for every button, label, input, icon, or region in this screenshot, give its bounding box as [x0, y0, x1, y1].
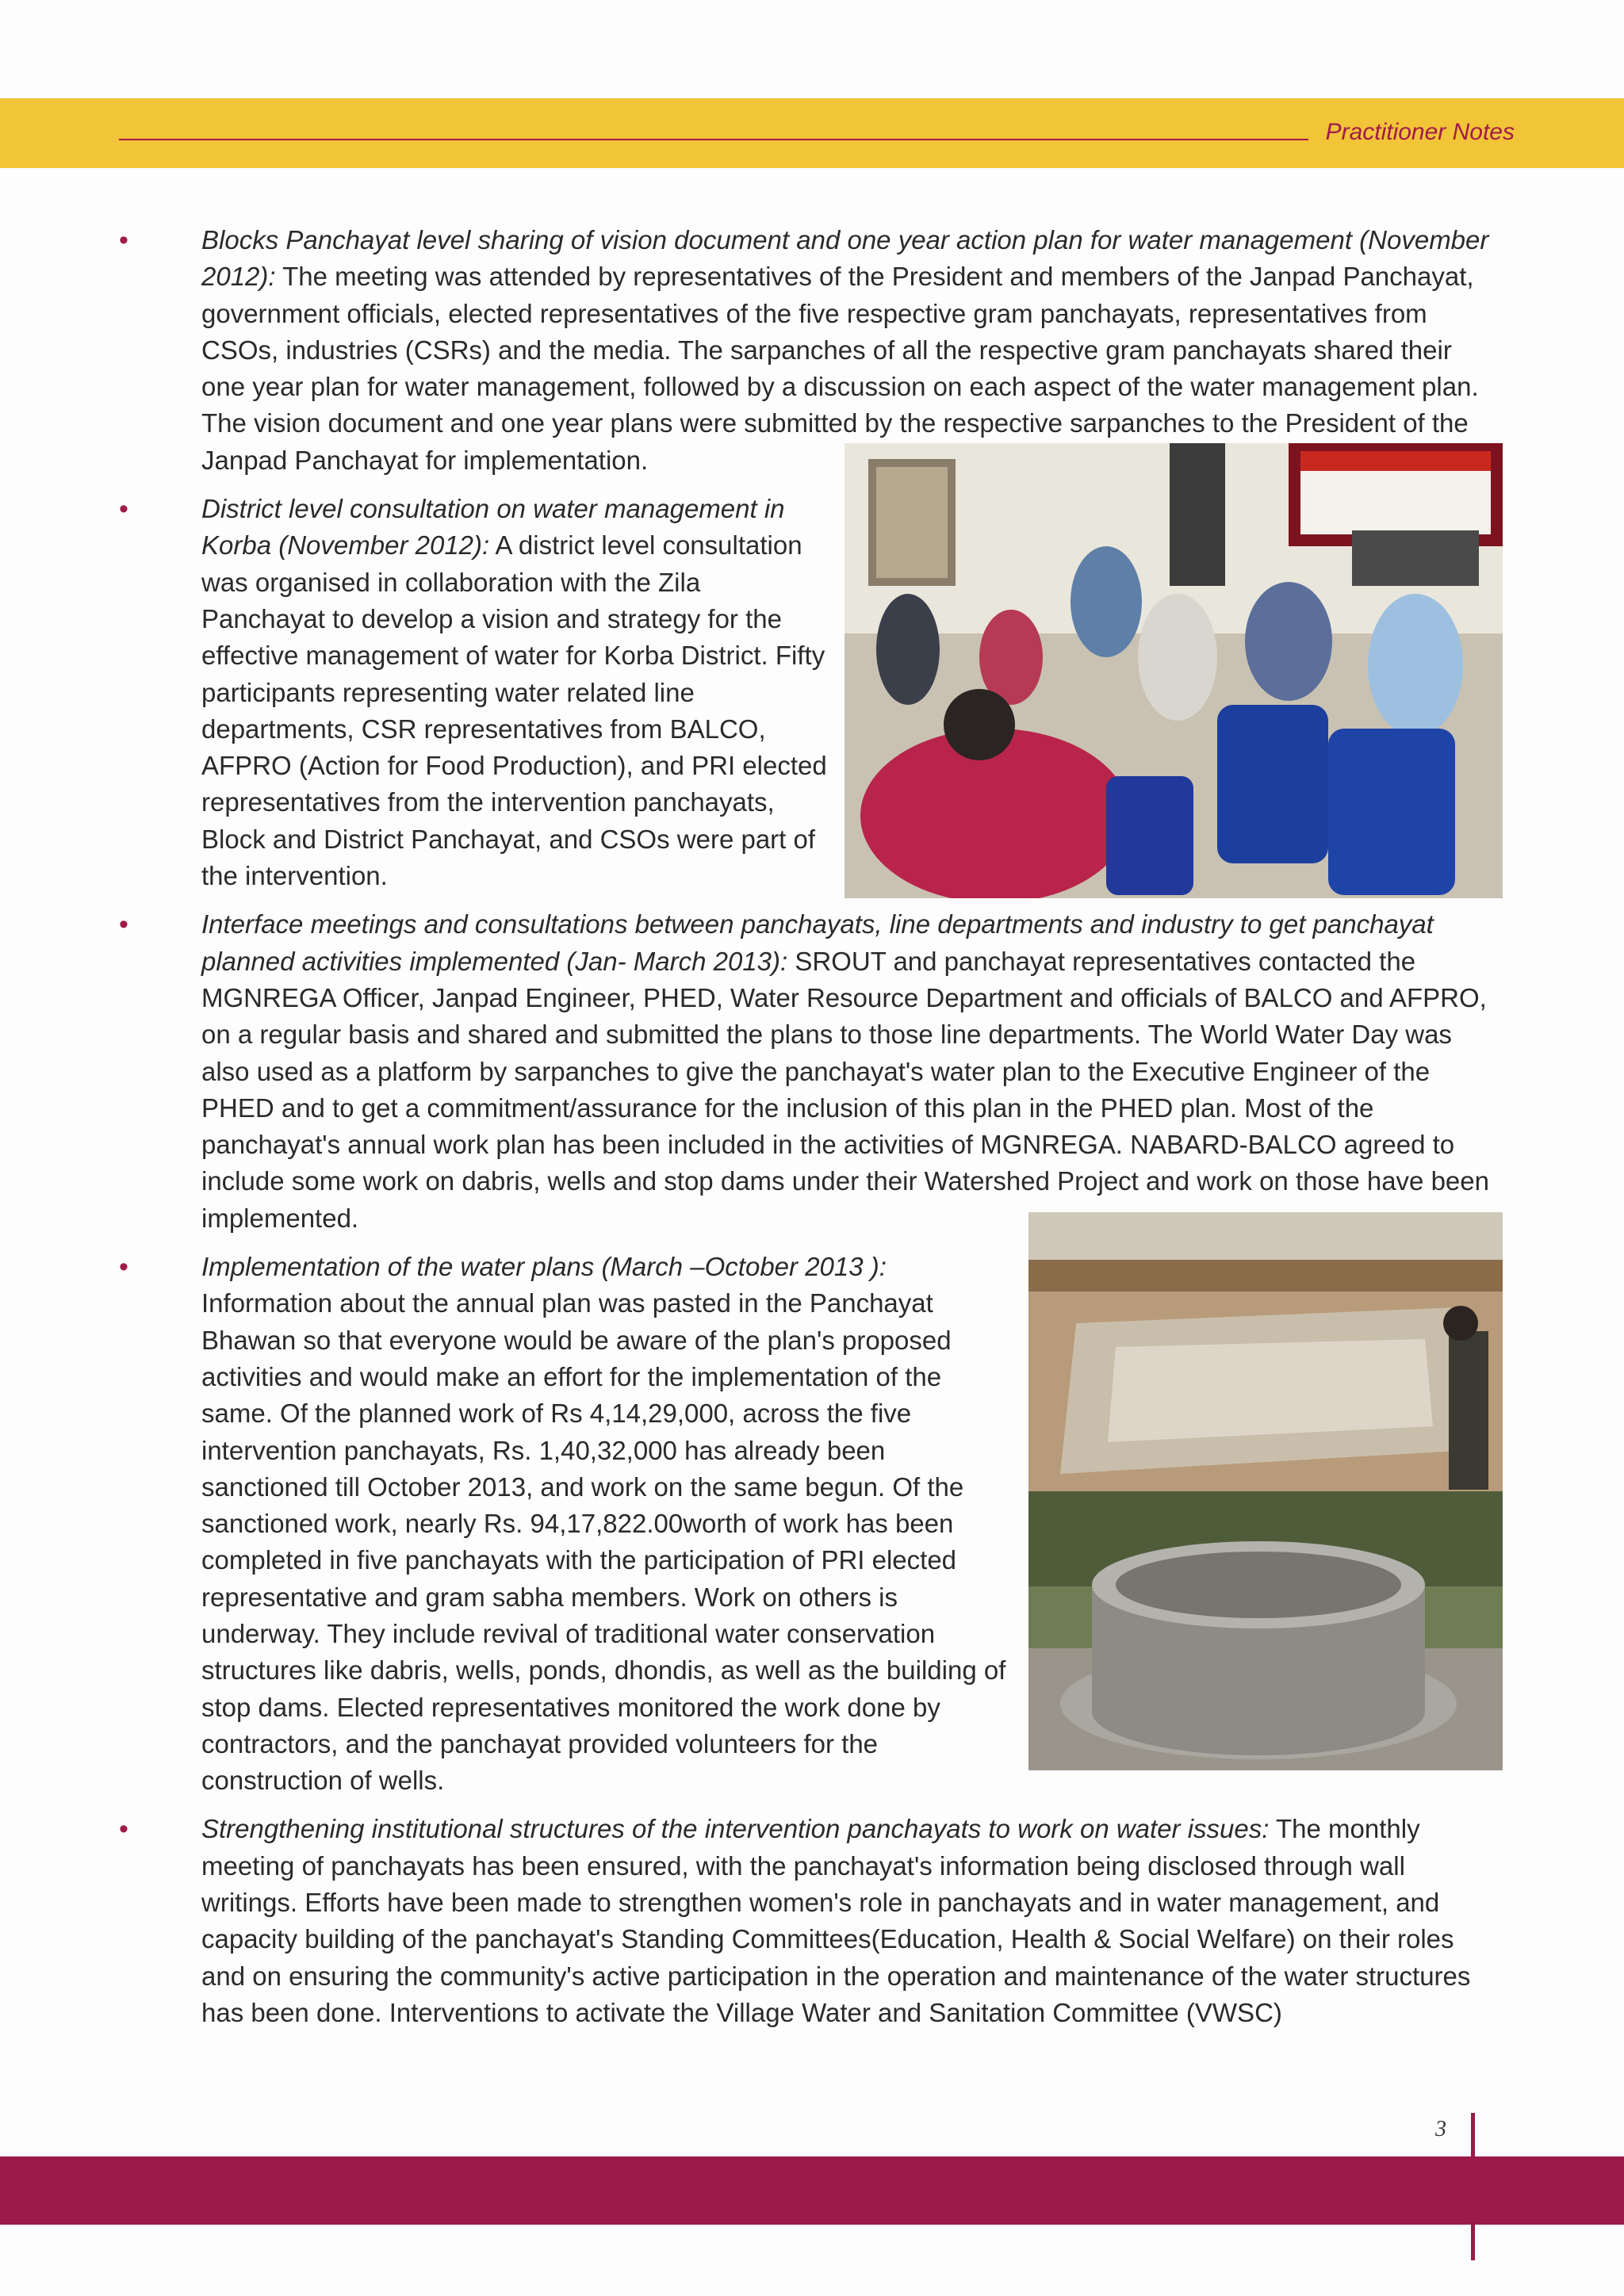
bullet-marker: • — [119, 1252, 128, 1283]
bullet-marker: • — [119, 225, 128, 255]
bullet-marker: • — [119, 494, 128, 525]
bullet-marker: • — [119, 909, 128, 940]
meeting-photo — [845, 443, 1503, 898]
page-number: 3 — [1435, 2117, 1446, 2141]
bullet-item-institutional-structures — [119, 1811, 1503, 2031]
page-number-tick-top — [1471, 2113, 1475, 2156]
header-rule — [119, 139, 1308, 140]
bullet-item-vision-document — [119, 222, 1503, 479]
bullet-item-implementation — [119, 1249, 1503, 1799]
item-body: The meeting was attended by representatives of the President and members of the Janpad Panchayat, government officials, elected representatives of the five respective gram panchayats, representatives from CSOs, industries (CSRs) and the media. The sarpanches of all the respective gram panchayats shared their one year plan for water management, followed by a discussion on each aspect of the water management plan. The vision document and one year plans were submitted by the respective sarpanches to the President of the Janpad Panchayat for implementation. — [201, 262, 1479, 475]
header-title: Practitioner Notes — [1325, 119, 1515, 145]
item-title: Interface meetings and consultations between panchayats, line departments and industry to get panchayat planned activities implemented (Jan- March 2013): — [201, 909, 1434, 976]
item-title: District level consultation on water management in Korba (November 2012): — [201, 494, 785, 561]
item-body: A district level consultation was organised in collaboration with the Zila Panchayat to develop a vision and strategy for the effective management of water for Korba District. Fifty participants representing water related line departments, CSR representatives from BALCO, AFPRO (Action for Food Production), and PRI elected representatives from the intervention panchayats, Block and District Panchayat, and CSOs were part of the intervention. — [201, 530, 827, 891]
item-body: Information about the annual plan was pasted in the Panchayat Bhawan so that everyone would be aware of the plan's proposed activities and would make an effort for the implementation of the same. Of the planned work of Rs 4,14,29,000, across the five intervention panchayats, Rs. 1,40,32,000 has already been sanctioned till October 2013, and work on the same begun. Of the sanctioned work, nearly Rs. 94,17,822.00worth of work has been completed in five panchayats with the participation of PRI elected representative and gram sabha members. Work on others is underway. They include revival of traditional water conservation structures like dabris, wells, ponds, dhondis, as well as the building of stop dams. Elected representatives monitored the work done by contractors, and the panchayat provided volunteers for the construction of wells. — [201, 1288, 1006, 1796]
item-body: SROUT and panchayat representatives contacted the MGNREGA Officer, Janpad Engineer, PHED, Water Resource Department and officials of BALCO and AFPRO, on a regular basis and shared and submitted the plans to those line departments. The World Water Day was also used as a platform by sarpanches to give the panchayat's water plan to the Executive Engineer of the PHED and to get a commitment/assurance for the inclusion of this plan in the PHED plan. Most of the panchayat's annual work plan has been included in the activities of MGNREGA. NABARD-BALCO agreed to include some work on dabris, wells and stop dams under their Watershed Project and work on those have been implemented. — [201, 946, 1489, 1233]
item-title: Blocks Panchayat level sharing of vision document and one year action plan for water management (November 2012): — [201, 225, 1489, 292]
item-title: Implementation of the water plans (March –October 2013 ): — [201, 1252, 887, 1282]
page-content — [119, 222, 1503, 2043]
page-number-tick-bottom — [1471, 2225, 1475, 2260]
item-body: The monthly meeting of panchayats has been ensured, with the panchayat's information being disclosed through wall writings. Efforts have been made to strengthen women's role in panchayats and in water management, and capacity building of the panchayat's Standing Committees(Education, Health & Social Welfare) on their roles and on ensuring the community's active participation in the operation and maintenance of the water structures has been done. Interventions to activate the Village Water and Sanitation Committee (VWSC) — [201, 1814, 1471, 2027]
footer-band — [0, 2156, 1624, 2225]
construction-photos — [1028, 1212, 1503, 1770]
bullet-item-district-consultation — [119, 491, 1503, 894]
bullet-marker: • — [119, 1814, 128, 1845]
bullet-item-interface-meetings — [119, 906, 1503, 1237]
item-title: Strengthening institutional structures of the intervention panchayats to work on water issues: — [201, 1814, 1270, 1844]
